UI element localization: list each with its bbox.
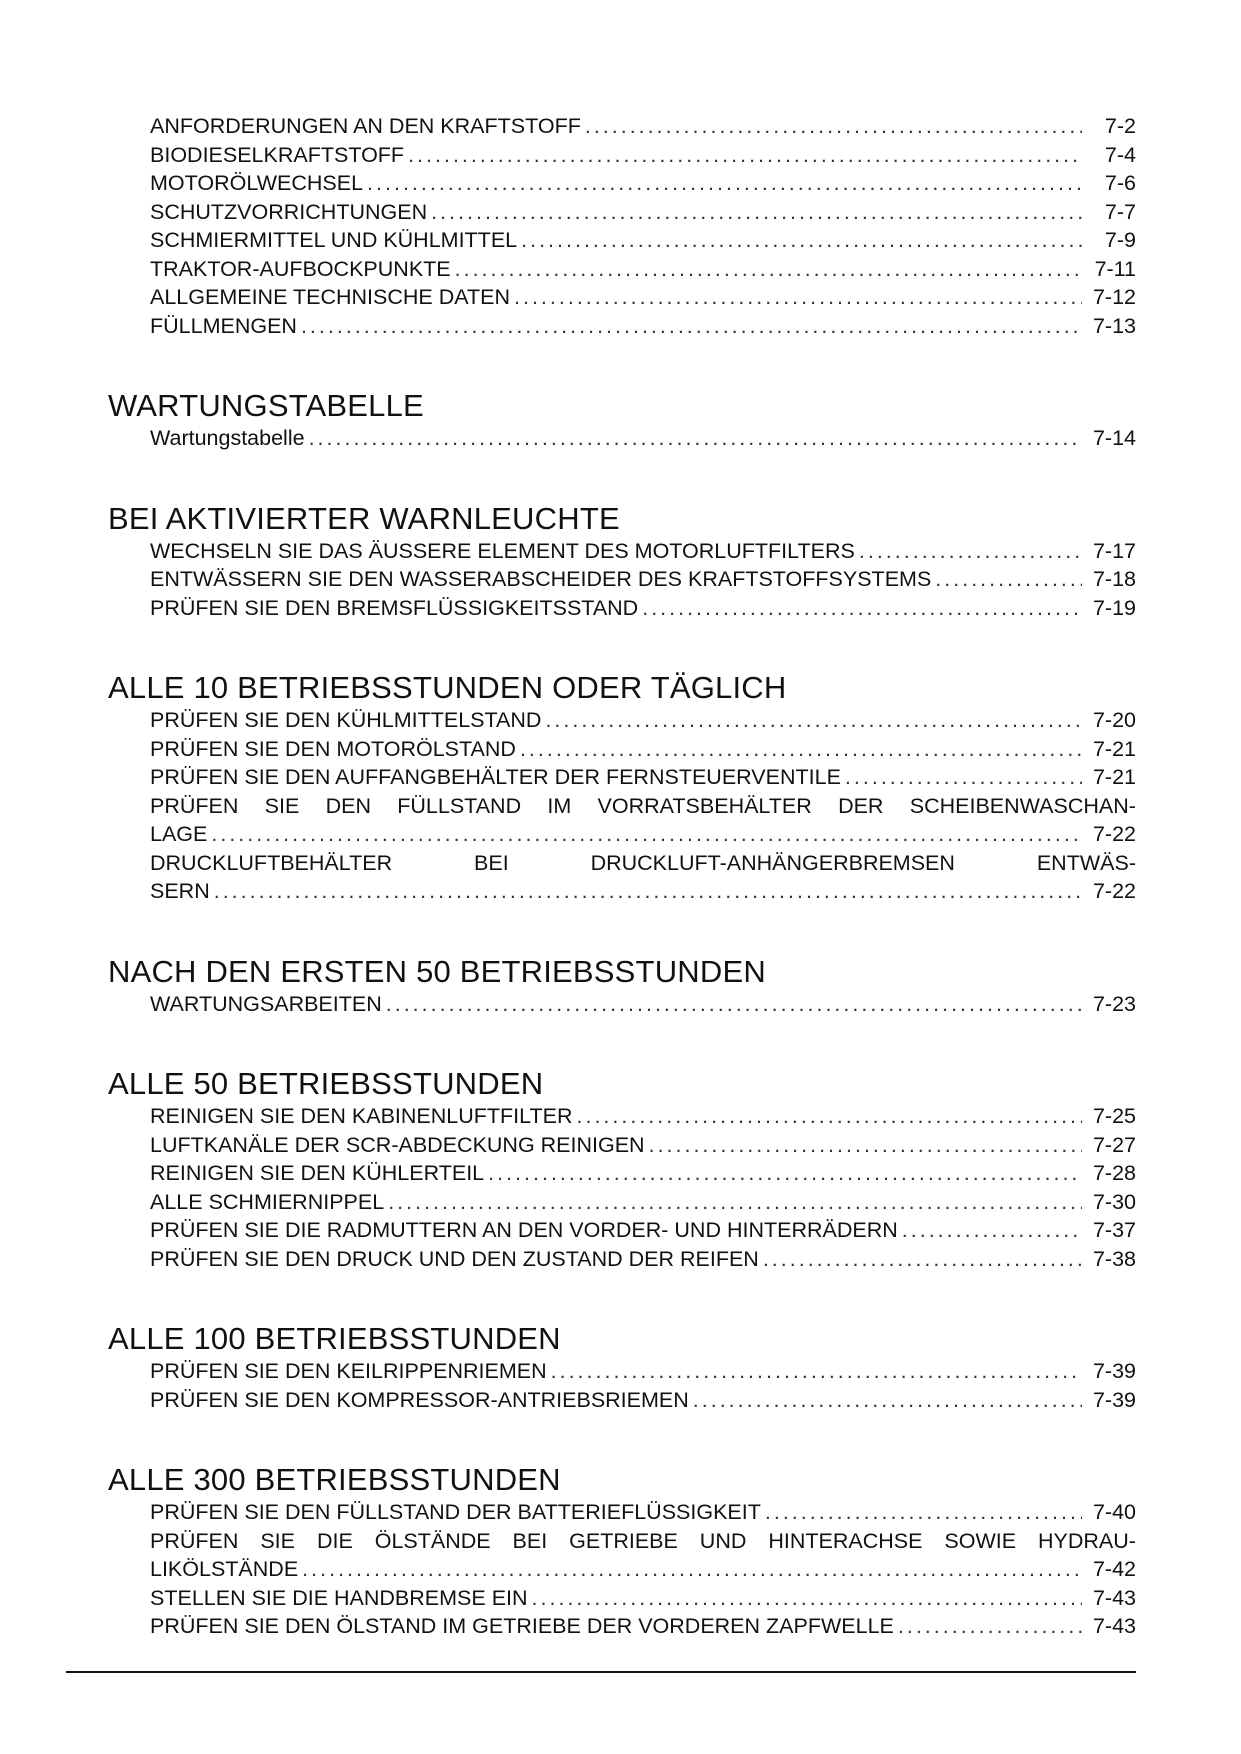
toc-entry-first-line [150, 849, 1136, 878]
dot-leader [585, 112, 1082, 141]
toc-section [108, 112, 1136, 340]
toc-entry-first-line [150, 792, 1136, 821]
toc-entry-page: 7-20 [1092, 708, 1136, 732]
dot-leader [859, 537, 1082, 566]
toc-entries [150, 112, 1136, 340]
word: ÖLSTÄNDE [374, 1528, 491, 1553]
toc-entry-page: 7-7 [1104, 199, 1136, 224]
toc-entry-page: 7-14 [1092, 426, 1136, 450]
toc-entry-label: SCHUTZVORRICHTUNGEN [150, 199, 428, 224]
toc-entry-label: ALLGEMEINE TECHNISCHE DATEN [150, 285, 510, 309]
word: UND [699, 1528, 747, 1553]
toc-entry[interactable] [150, 1357, 1136, 1386]
toc-entry-page: 7-39 [1092, 1359, 1136, 1383]
section-title: ALLE 100 BETRIEBSSTUNDEN [108, 1321, 561, 1356]
word: VORRATSBEHÄLTER [597, 793, 812, 818]
dot-leader [763, 1245, 1082, 1274]
toc-entry-label: PRÜFEN SIE DEN DRUCK UND DEN ZUSTAND DER REIFEN [150, 1246, 759, 1271]
section-title: WARTUNGSTABELLE [108, 388, 424, 423]
toc-entry-page: 7-37 [1092, 1218, 1136, 1242]
toc-entry[interactable] [150, 1131, 1136, 1160]
toc-entry[interactable] [150, 1612, 1136, 1641]
toc-entry-label: PRÜFEN SIE DEN KEILRIPPENRIEMEN [150, 1359, 547, 1383]
toc-entry-page: 7-9 [1104, 228, 1136, 252]
table-of-contents [108, 112, 1136, 1641]
word: SIE [264, 793, 300, 818]
toc-entry[interactable] [150, 735, 1136, 764]
toc-entry-page: 7-43 [1092, 1585, 1136, 1610]
dot-leader [551, 1357, 1082, 1386]
section-title: ALLE 300 BETRIEBSSTUNDEN [108, 1462, 561, 1497]
toc-entry[interactable] [150, 112, 1136, 141]
toc-entry-page: 7-22 [1092, 822, 1136, 846]
word: ENTWÄS- [1036, 850, 1136, 875]
word: SOWIE [944, 1528, 1017, 1553]
section-title: ALLE 50 BETRIEBSSTUNDEN [108, 1066, 544, 1101]
word: HYDRAU- [1037, 1528, 1136, 1553]
toc-entry-label: ALLE SCHMIERNIPPEL [150, 1189, 385, 1214]
toc-entry-label: STELLEN SIE DIE HANDBREMSE EIN [150, 1585, 528, 1610]
toc-entry[interactable] [150, 1584, 1136, 1613]
toc-entry-label: LUFTKANÄLE DER SCR-ABDECKUNG REINIGEN [150, 1132, 645, 1157]
dot-leader [408, 141, 1082, 170]
toc-section [108, 954, 1136, 1019]
dot-leader [902, 1216, 1082, 1245]
toc-entry-page: 7-27 [1092, 1132, 1136, 1157]
toc-entry-page: 7-13 [1092, 313, 1136, 338]
toc-entry[interactable] [150, 820, 1136, 849]
toc-entry-label: BIODIESELKRAFTSTOFF [150, 142, 405, 167]
toc-entry-page: 7-30 [1092, 1189, 1136, 1214]
dot-leader [301, 312, 1082, 341]
word: BEI [512, 1528, 548, 1553]
word: IM [547, 793, 572, 818]
toc-entry[interactable] [150, 1386, 1136, 1415]
toc-entry-page: 7-2 [1104, 114, 1136, 138]
toc-entry-page: 7-43 [1092, 1614, 1136, 1638]
toc-entry-page: 7-12 [1092, 285, 1136, 309]
section-title: BEI AKTIVIERTER WARNLEUCHTE [108, 500, 620, 536]
toc-entry-page: 7-6 [1104, 171, 1136, 195]
word: DRUCKLUFTBEHÄLTER [150, 850, 393, 875]
toc-section [108, 670, 1136, 906]
toc-section [108, 1066, 1136, 1273]
toc-entry-page: 7-22 [1092, 879, 1136, 903]
toc-entry[interactable] [150, 226, 1136, 255]
toc-entry-label: REINIGEN SIE DEN KÜHLERTEIL [150, 1161, 485, 1185]
toc-entry-label: REINIGEN SIE DEN KABINENLUFTFILTER [150, 1104, 573, 1128]
toc-entry-label: ANFORDERUNGEN AN DEN KRAFTSTOFF [150, 114, 581, 138]
section-title: ALLE 10 BETRIEBSSTUNDEN ODER TÄGLICH [108, 670, 787, 705]
toc-entry[interactable] [150, 1102, 1136, 1131]
footer-rule [66, 1671, 1136, 1673]
dot-leader [367, 169, 1082, 198]
toc-entries [150, 1102, 1136, 1273]
dot-leader [649, 1131, 1082, 1160]
toc-entry[interactable] [150, 198, 1136, 227]
toc-entry-page: 7-21 [1092, 736, 1136, 761]
toc-entry-page: 7-17 [1092, 538, 1136, 563]
dot-leader [935, 565, 1082, 594]
toc-entry-page: 7-11 [1094, 256, 1136, 281]
dot-leader [431, 198, 1082, 227]
toc-entry[interactable] [150, 877, 1136, 906]
word: DIE [316, 1528, 353, 1553]
toc-entry-label: LIKÖLSTÄNDE [150, 1557, 299, 1581]
toc-entry-label: PRÜFEN SIE DEN KOMPRESSOR-ANTRIEBSRIEMEN [150, 1387, 689, 1412]
toc-entry-label: PRÜFEN SIE DEN FÜLLSTAND DER BATTERIEFLÜSSIGKEIT [150, 1500, 761, 1524]
toc-entry[interactable] [150, 141, 1136, 170]
toc-entry-label: FÜLLMENGEN [150, 313, 297, 338]
word: SIE [260, 1528, 295, 1553]
toc-entry-page: 7-18 [1092, 567, 1136, 591]
toc-entry[interactable] [150, 1159, 1136, 1188]
word: HINTERACHSE [768, 1528, 923, 1553]
toc-entry[interactable] [150, 312, 1136, 341]
toc-entry-page: 7-40 [1092, 1500, 1136, 1524]
dot-leader [765, 1498, 1082, 1527]
section-title: NACH DEN ERSTEN 50 BETRIEBSSTUNDEN [108, 953, 766, 989]
toc-entry-page: 7-39 [1092, 1387, 1136, 1412]
toc-entry-label: Wartungstabelle [150, 426, 305, 450]
dot-leader [488, 1159, 1082, 1188]
dot-leader [388, 1188, 1082, 1217]
toc-entry-label: WECHSELN SIE DAS ÄUSSERE ELEMENT DES MOTORLUFTFILTERS [150, 538, 855, 563]
toc-entry[interactable] [150, 1188, 1136, 1217]
word: PRÜFEN [150, 793, 239, 818]
toc-entry-label: SERN [150, 879, 210, 903]
toc-entries [150, 424, 1136, 453]
word: GETRIEBE [569, 1528, 678, 1553]
toc-entry[interactable] [150, 706, 1136, 735]
word: BEI [474, 850, 509, 875]
toc-section [108, 1321, 1136, 1414]
toc-entry[interactable] [150, 763, 1136, 792]
dot-leader [514, 283, 1082, 312]
toc-entries [150, 1498, 1136, 1641]
dot-leader [386, 990, 1082, 1019]
toc-entry-page: 7-25 [1092, 1104, 1136, 1128]
dot-leader [455, 255, 1082, 284]
toc-entry[interactable] [150, 169, 1136, 198]
word: DRUCKLUFT-ANHÄNGERBREMSEN [590, 850, 955, 875]
dot-leader [545, 706, 1082, 735]
toc-entry[interactable] [150, 990, 1136, 1019]
dot-leader [309, 424, 1082, 453]
toc-entry-label: MOTORÖLWECHSEL [150, 171, 364, 195]
toc-section [108, 388, 1136, 453]
toc-entry-label: ENTWÄSSERN SIE DEN WASSERABSCHEIDER DES KRAFTSTOFFSYSTEMS [150, 567, 932, 591]
toc-entry[interactable] [150, 424, 1136, 453]
toc-entry-page: 7-28 [1092, 1161, 1136, 1185]
toc-entry-page: 7-19 [1092, 595, 1136, 620]
dot-leader [898, 1612, 1082, 1641]
toc-entry-label: SCHMIERMITTEL UND KÜHLMITTEL [150, 228, 518, 252]
toc-entry-page: 7-4 [1104, 142, 1136, 167]
dot-leader [521, 226, 1082, 255]
toc-entry-label: LAGE [150, 822, 208, 846]
word: FÜLLSTAND [397, 793, 522, 818]
toc-entry[interactable] [150, 537, 1136, 566]
toc-entry-page: 7-21 [1092, 765, 1136, 789]
word: SCHEIBENWASCHAN- [909, 793, 1136, 818]
toc-entry-label: WARTUNGSARBEITEN [150, 991, 382, 1016]
toc-entries [150, 706, 1136, 906]
toc-entry[interactable] [150, 255, 1136, 284]
toc-entries [150, 1357, 1136, 1414]
toc-entry-page: 7-23 [1092, 991, 1136, 1016]
dot-leader [214, 877, 1082, 906]
dot-leader [520, 735, 1082, 764]
dot-leader [642, 594, 1082, 623]
toc-entry[interactable] [150, 1216, 1136, 1245]
toc-entries [150, 537, 1136, 623]
toc-entry-label: TRAKTOR-AUFBOCKPUNKTE [150, 256, 451, 281]
toc-section [108, 1462, 1136, 1641]
toc-entry-label: PRÜFEN SIE DEN BREMSFLÜSSIGKEITSSTAND [150, 595, 639, 620]
toc-entry-label: PRÜFEN SIE DIE RADMUTTERN AN DEN VORDER- UND HINTERRÄDERN [150, 1218, 898, 1242]
toc-entry[interactable] [150, 1555, 1136, 1584]
dot-leader [845, 763, 1082, 792]
dot-leader [577, 1102, 1082, 1131]
toc-entry-page: 7-38 [1092, 1246, 1136, 1271]
toc-entry[interactable] [150, 594, 1136, 623]
toc-entry[interactable] [150, 1498, 1136, 1527]
toc-entries [150, 990, 1136, 1019]
toc-entry-first-line [150, 1527, 1136, 1556]
dot-leader [211, 820, 1082, 849]
toc-entry-label: PRÜFEN SIE DEN ÖLSTAND IM GETRIEBE DER VORDEREN ZAPFWELLE [150, 1614, 894, 1638]
toc-entry[interactable] [150, 283, 1136, 312]
word: PRÜFEN [150, 1528, 239, 1553]
dot-leader [693, 1386, 1082, 1415]
toc-entry[interactable] [150, 1245, 1136, 1274]
word: DEN [325, 793, 371, 818]
toc-entry-page: 7-42 [1092, 1557, 1136, 1581]
word: DER [838, 793, 884, 818]
dot-leader [532, 1584, 1082, 1613]
toc-entry-label: PRÜFEN SIE DEN AUFFANGBEHÄLTER DER FERNSTEUERVENTILE [150, 765, 841, 789]
toc-entry[interactable] [150, 565, 1136, 594]
dot-leader [302, 1555, 1082, 1584]
toc-section [108, 501, 1136, 623]
toc-entry-label: PRÜFEN SIE DEN MOTORÖLSTAND [150, 736, 516, 761]
toc-entry-label: PRÜFEN SIE DEN KÜHLMITTELSTAND [150, 708, 542, 732]
